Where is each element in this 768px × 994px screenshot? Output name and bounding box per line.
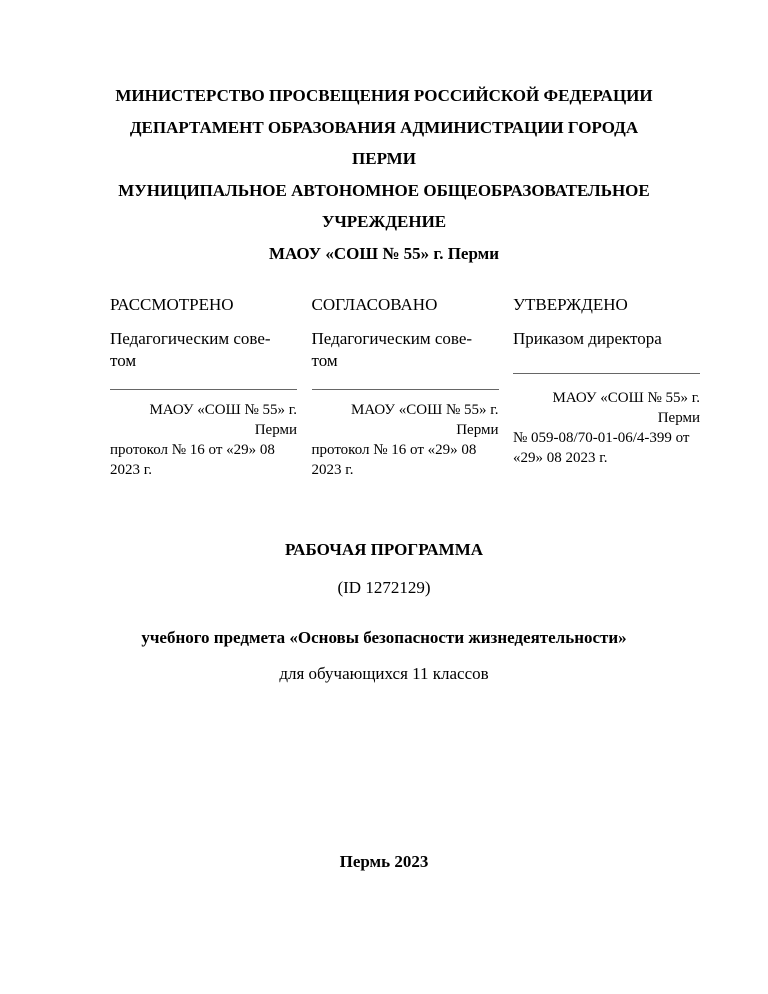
- program-title: РАБОЧАЯ ПРОГРАММА: [284, 540, 484, 559]
- program-title-block: [0, 539, 768, 685]
- document-header: [0, 80, 768, 269]
- approval-org-line: МАОУ «СОШ № 55» г.: [350, 402, 499, 418]
- approval-body-line: Педагогическим сове-: [311, 329, 473, 348]
- approval-body-line: Приказом директора: [513, 329, 662, 348]
- approval-protocol-line: 2023 г.: [110, 462, 152, 478]
- approval-body-line: Педагогическим сове-: [110, 329, 271, 348]
- approval-heading: УТВЕРЖДЕНО: [513, 295, 628, 314]
- approval-body-line: том: [110, 351, 137, 370]
- signature-line: [312, 388, 499, 390]
- school-name-line: МАОУ «СОШ № 55» г. Перми: [268, 243, 500, 263]
- approval-protocol-line: «29» 08 2023 г.: [513, 450, 608, 466]
- approval-columns: [110, 294, 700, 480]
- signature-line: [513, 372, 700, 374]
- approval-body-line: том: [311, 351, 338, 370]
- city-year: Пермь 2023: [339, 852, 429, 871]
- ministry-line: МИНИСТЕРСТВО ПРОСВЕЩЕНИЯ РОССИЙСКОЙ ФЕДЕРАЦИИ: [115, 86, 653, 105]
- approval-heading: РАССМОТРЕНО: [110, 295, 234, 314]
- institution-type-line: УЧРЕЖДЕНИЕ: [321, 212, 447, 231]
- approval-protocol-line: протокол № 16 от «29» 08: [110, 442, 275, 458]
- approval-protocol-line: № 059-08/70-01-06/4-399 от: [513, 430, 690, 446]
- approval-org-line: Перми: [456, 422, 499, 438]
- department-line: ДЕПАРТАМЕНТ ОБРАЗОВАНИЯ АДМИНИСТРАЦИИ ГОРОДА: [129, 117, 639, 137]
- approval-protocol-line: 2023 г.: [311, 462, 354, 478]
- approval-approved: [513, 294, 700, 480]
- approval-org-line: МАОУ «СОШ № 55» г.: [552, 390, 700, 406]
- program-id: (ID 1272129): [337, 578, 431, 597]
- approval-reviewed: [110, 294, 297, 480]
- approval-org-line: Перми: [254, 422, 297, 438]
- program-audience: для обучающихся 11 классов: [279, 664, 489, 683]
- approval-org-line: МАОУ «СОШ № 55» г.: [149, 402, 297, 418]
- approval-org-line: Перми: [657, 410, 700, 426]
- approval-heading: СОГЛАСОВАНО: [311, 295, 438, 314]
- approval-protocol-line: протокол № 16 от «29» 08: [311, 442, 477, 458]
- signature-line: [110, 388, 297, 390]
- department-city-line: ПЕРМИ: [352, 149, 416, 168]
- institution-line: МУНИЦИПАЛЬНОЕ АВТОНОМНОЕ ОБЩЕОБРАЗОВАТЕЛЬНОЕ: [118, 180, 650, 200]
- program-subject: учебного предмета «Основы безопасности жизнедеятельности»: [141, 628, 627, 647]
- approval-agreed: [312, 294, 499, 480]
